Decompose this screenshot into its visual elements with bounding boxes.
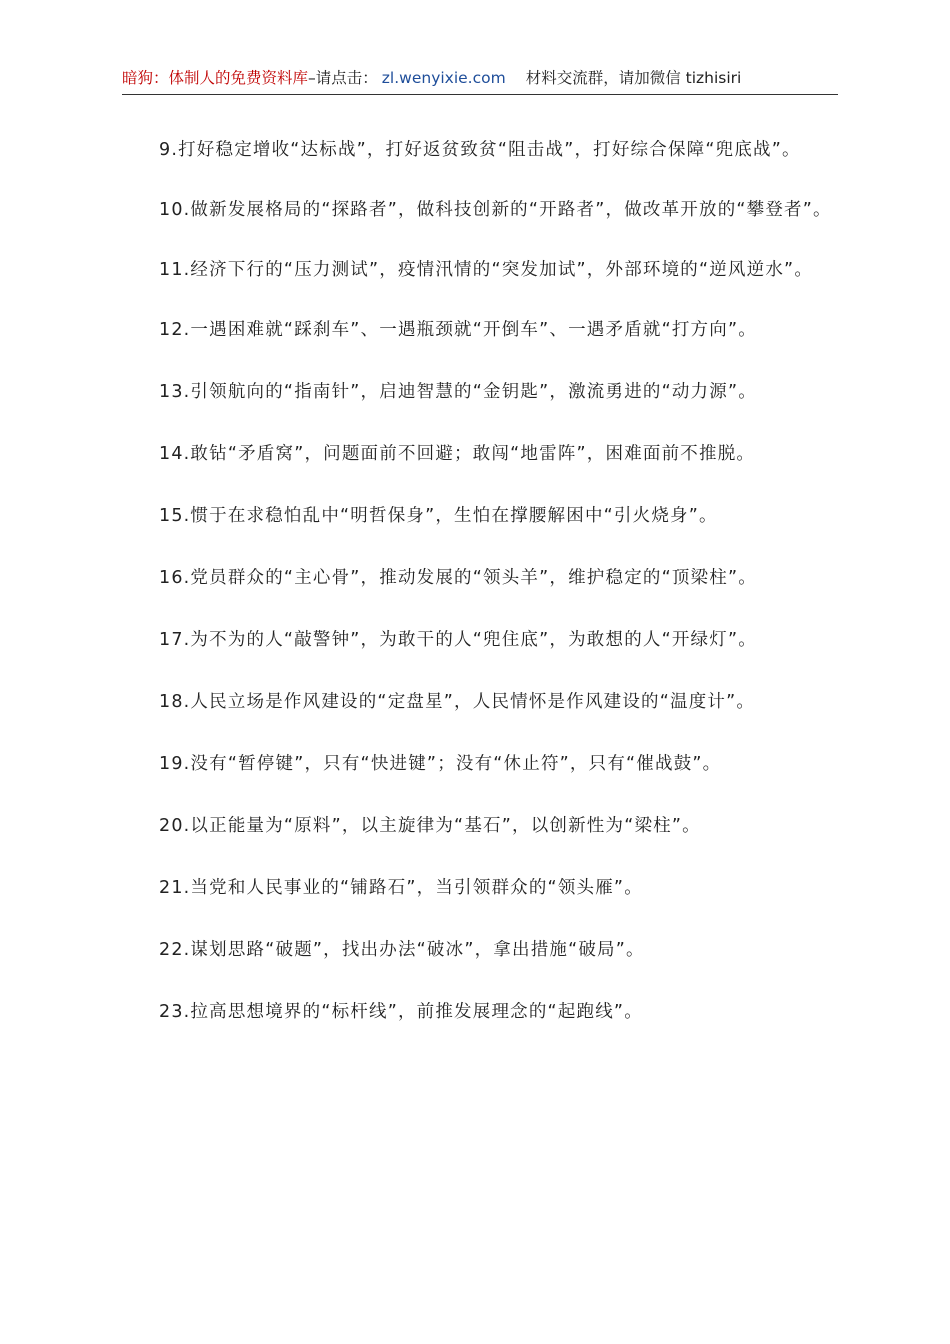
list-item: 9.打好稳定增收“达标战”，打好返贫致贫“阻击战”，打好综合保障“兜底战”。: [159, 140, 801, 160]
list-item: 23.拉高思想境界的“标杆线”，前推发展理念的“起跑线”。: [159, 1002, 643, 1022]
list-item: 21.当党和人民事业的“铺路石”，当引领群众的“领头雁”。: [159, 878, 643, 898]
list-item: 10.做新发展格局的“探路者”，做科技创新的“开路者”，做改革开放的“攀登者”。: [159, 200, 832, 220]
list-item: 22.谋划思路“破题”，找出办法“破冰”，拿出措施“破局”。: [159, 940, 645, 960]
list-item: 17.为不为的人“敲警钟”，为敢干的人“兜住底”，为敢想的人“开绿灯”。: [159, 630, 757, 650]
list-item: 19.没有“暂停键”，只有“快进键”；没有“休止符”，只有“催战鼓”。: [159, 754, 722, 774]
list-item: 18.人民立场是作风建设的“定盘星”，人民情怀是作风建设的“温度计”。: [159, 692, 756, 712]
list-item: 13.引领航向的“指南针”，启迪智慧的“金钥匙”，激流勇进的“动力源”。: [159, 382, 757, 402]
item-list: [122, 132, 838, 1056]
list-item: 16.党员群众的“主心骨”，推动发展的“领头羊”，维护稳定的“顶梁柱”。: [159, 568, 757, 588]
list-item: 14.敢钻“矛盾窝”，问题面前不回避；敢闯“地雷阵”，困难面前不推脱。: [159, 444, 756, 464]
page-header: [122, 66, 838, 95]
header-note: 材料交流群，请加微信 tizhisiri: [525, 69, 742, 87]
list-item: 15.惯于在求稳怕乱中“明哲保身”，生怕在撑腰解困中“引火烧身”。: [159, 506, 718, 526]
header-brand: 暗狗：体制人的免费资料库: [122, 69, 309, 87]
list-item: 20.以正能量为“原料”，以主旋律为“基石”，以创新性为“梁柱”。: [159, 816, 701, 836]
header-link[interactable]: zl.wenyixie.com: [381, 69, 506, 87]
list-item: 11.经济下行的“压力测试”，疫情汛情的“突发加试”，外部环境的“逆风逆水”。: [159, 260, 814, 280]
header-separator: –请点击：: [308, 69, 378, 87]
list-item: 12.一遇困难就“踩刹车”、一遇瓶颈就“开倒车”、一遇矛盾就“打方向”。: [159, 320, 757, 340]
